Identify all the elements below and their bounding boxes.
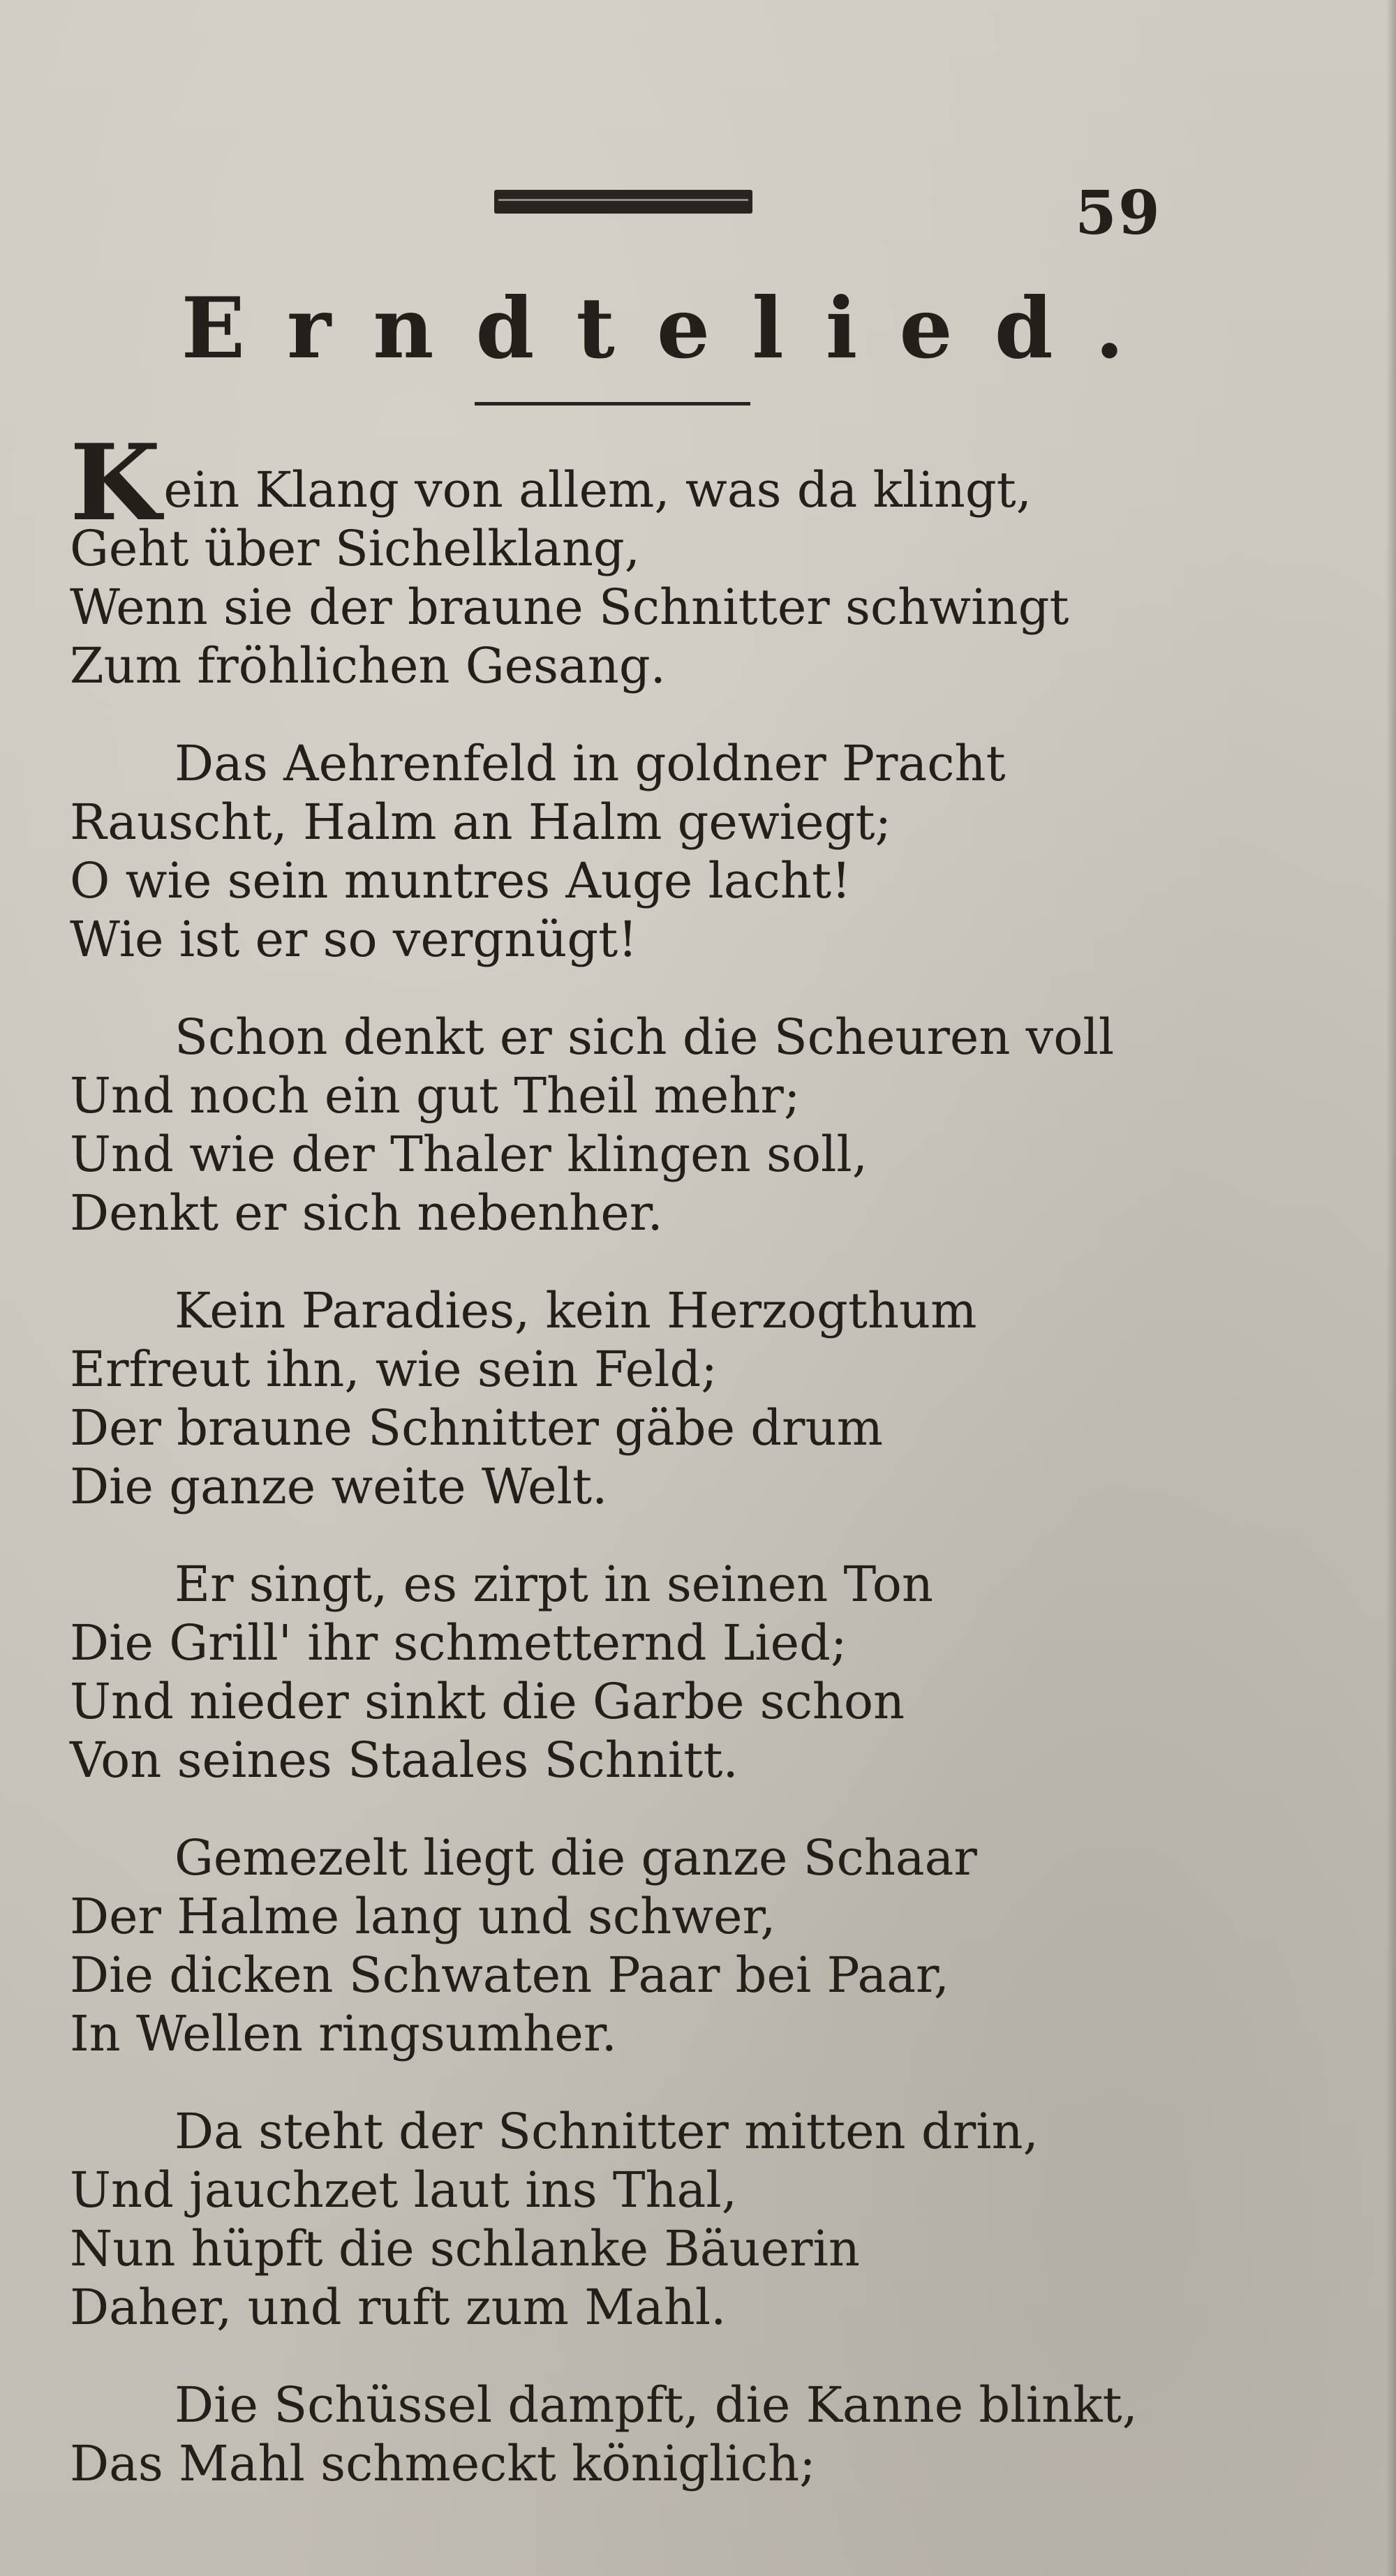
page-number: 59 — [1075, 178, 1161, 248]
poem-line: Die ganze weite Welt. — [70, 1458, 608, 1515]
stanza — [70, 1829, 1117, 2063]
poem-line: Schon denkt er sich die Scheuren voll — [174, 1008, 1115, 1066]
page-edge-shadow — [1386, 0, 1396, 2576]
poem-line: Daher, und ruft zum Mahl. — [70, 2279, 727, 2336]
poem-line: Erfreut ihn, wie sein Feld; — [70, 1341, 718, 1398]
poem-line: Der braune Schnitter gäbe drum — [70, 1399, 883, 1457]
poem-line: O wie sein muntres Auge lacht! — [70, 852, 852, 909]
poem-line: Nun hüpft die schlanke Bäuerin — [70, 2220, 860, 2277]
poem-line: Geht über Sichelklang, — [70, 520, 640, 577]
poem-body — [70, 422, 1138, 2532]
title-divider — [475, 402, 750, 405]
poem-line — [70, 422, 1117, 544]
stanza — [70, 734, 1117, 969]
poem-line: Zum fröhlichen Gesang. — [70, 637, 666, 694]
stanza — [70, 1008, 1117, 1242]
header-ornament-rule — [494, 190, 752, 214]
poem-line: Die Schüssel dampft, die Kanne blinkt, — [174, 2376, 1138, 2434]
poem-line: Wenn sie der braune Schnitter schwingt — [70, 579, 1069, 636]
poem-title: Erndtelied. — [181, 279, 1166, 378]
stanza — [70, 422, 1117, 695]
poem-line: Gemezelt liegt die ganze Schaar — [174, 1829, 977, 1886]
poem-line: Von seines Staales Schnitt. — [70, 1732, 738, 1789]
poem-line: Da steht der Schnitter mitten drin, — [174, 2103, 1039, 2160]
stanza — [70, 2376, 1138, 2493]
poem-line: Er singt, es zirpt in seinen Ton — [174, 1556, 933, 1613]
poem-line: Rauscht, Halm an Halm gewiegt; — [70, 794, 892, 851]
poem-line: Kein Paradies, kein Herzogthum — [174, 1282, 977, 1339]
drop-cap: K — [70, 422, 161, 544]
stanza — [70, 1281, 1117, 1516]
poem-line: Und jauchzet laut ins Thal, — [70, 2161, 738, 2219]
poem-line: Und wie der Thaler klingen soll, — [70, 1126, 868, 1183]
poem-line: Die dicken Schwaten Paar bei Paar, — [70, 1946, 949, 2004]
first-line-text: ein Klang von allem, was da klingt, — [163, 461, 1032, 519]
stanza — [70, 1555, 1117, 1789]
stanza — [70, 2102, 1117, 2337]
poem-line: Denkt er sich nebenher. — [70, 1184, 663, 1242]
poem-line: Das Aehrenfeld in goldner Pracht — [174, 735, 1006, 792]
poem-line: Und noch ein gut Theil mehr; — [70, 1067, 801, 1124]
poem-line: Und nieder sinkt die Garbe schon — [70, 1673, 905, 1730]
poem-line: Das Mahl schmeckt königlich; — [70, 2435, 816, 2492]
poem-line: Die Grill' ihr schmetternd Lied; — [70, 1614, 847, 1672]
poem-line: In Wellen ringsumher. — [70, 2005, 617, 2062]
poem-line: Wie ist er so vergnügt! — [70, 911, 638, 968]
poem-line: Der Halme lang und schwer, — [70, 1888, 776, 1945]
